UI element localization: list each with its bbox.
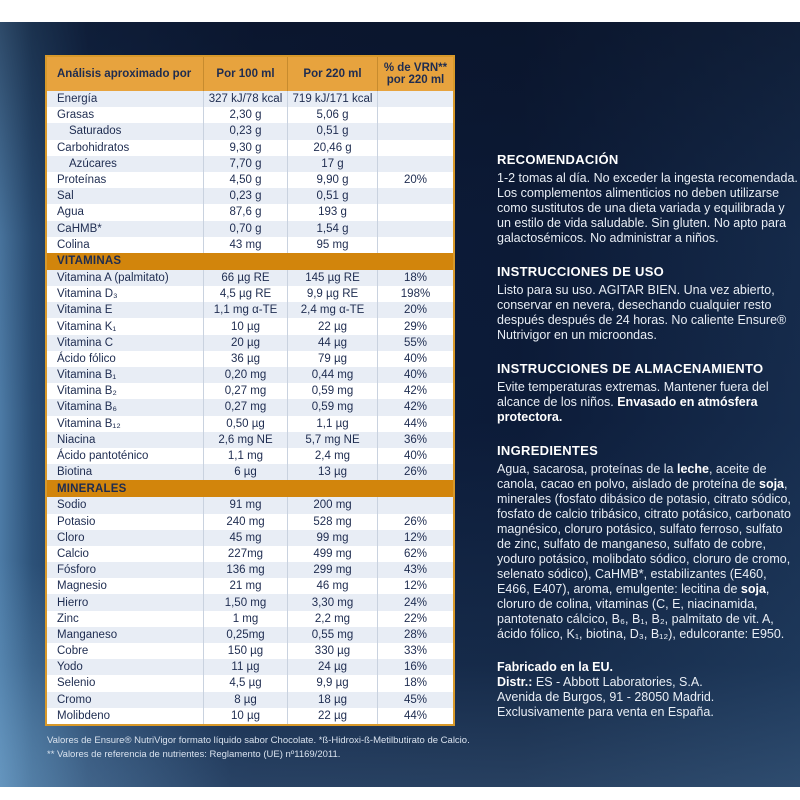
row-label: Sal [57,190,74,203]
row-label: Hierro [57,596,89,609]
table-row [47,91,453,107]
row-value-per-220ml: 0,44 mg [287,367,377,383]
footnotes [47,734,787,762]
table-row [47,692,453,708]
info-column [497,152,798,720]
section-heading: INGREDIENTES [497,443,599,458]
row-label: Vitamina B₂ [57,385,117,398]
row-value-vrn: 40% [377,351,453,367]
row-label: Yodo [57,661,83,674]
row-label: Vitamina E [57,304,113,317]
row-value-per-220ml: 5,06 g [287,107,377,123]
section-header-vitaminas: VITAMINAS [47,253,453,270]
row-value-per-220ml: 145 µg RE [287,270,377,286]
row-value-per-100ml: 150 µg [203,643,287,659]
section-body [497,171,798,246]
row-value-per-220ml: 299 mg [287,562,377,578]
row-value-per-220ml: 95 mg [287,237,377,253]
row-label: Biotina [57,466,93,479]
row-value-per-220ml: 9,90 g [287,172,377,188]
row-label: Vitamina K₁ [57,320,117,333]
table-row [47,594,453,610]
row-label: Proteínas [57,174,107,187]
row-value-per-220ml: 0,51 g [287,188,377,204]
text-segment: leche [676,462,709,476]
row-value-per-220ml: 330 µg [287,643,377,659]
row-value-vrn: 26% [377,514,453,530]
table-row [47,497,453,513]
text-segment: Agua, sacarosa, proteínas de la [497,462,677,476]
row-value-per-220ml: 79 µg [287,351,377,367]
row-value-vrn: 20% [377,172,453,188]
row-value-per-100ml: 9,30 g [203,140,287,156]
row-label: Ácido fólico [57,352,116,365]
row-value-per-220ml: 5,7 mg NE [287,432,377,448]
row-value-per-100ml: 2,30 g [203,107,287,123]
manufacturer-line [497,705,798,720]
row-value-per-100ml: 6 µg [203,464,287,480]
row-value-vrn: 198% [377,286,453,302]
row-value-per-220ml: 99 mg [287,530,377,546]
row-value-per-100ml: 36 µg [203,351,287,367]
text-segment: soja [740,582,766,596]
text-segment: , aceite de canola, cacao en polvo, aislado de proteína de [497,462,767,491]
row-value-per-100ml: 136 mg [203,562,287,578]
row-label: Carbohidratos [57,141,130,154]
row-value-per-100ml: 66 µg RE [203,270,287,286]
row-label: Cobre [57,645,89,658]
section-heading: INSTRUCCIONES DE ALMACENAMIENTO [497,361,764,376]
info-section [497,152,798,246]
footnote-line-2: ** Valores de referencia de nutrientes: Reglamento (UE) nº1169/2011. [47,749,341,760]
row-value-per-100ml: 8 µg [203,692,287,708]
row-value-vrn [377,221,453,237]
row-label: Vitamina D₃ [57,288,118,301]
table-row [47,708,453,724]
table-row [47,221,453,237]
row-value-vrn: 29% [377,318,453,334]
column-header-vrn: % de VRN** por 220 ml [377,57,453,91]
row-label: Potasio [57,515,96,528]
row-value-vrn [377,91,453,107]
row-value-vrn: 44% [377,708,453,724]
info-section [497,443,798,642]
manufacturer-line [497,690,798,705]
row-label: Selenio [57,677,96,690]
row-value-per-100ml: 10 µg [203,708,287,724]
section-header-minerales: MINERALES [47,480,453,497]
text-segment: Envasado en atmósfera protectora. [497,395,758,424]
row-label: Sodio [57,499,87,512]
section-body [497,283,798,343]
row-value-vrn: 12% [377,530,453,546]
row-value-per-220ml: 2,4 mg [287,448,377,464]
table-row [47,643,453,659]
row-value-vrn [377,497,453,513]
section-body [497,380,798,425]
row-label: Vitamina B₆ [57,401,118,414]
table-row [47,448,453,464]
manufacturer-line [497,675,798,690]
table-row [47,367,453,383]
row-value-vrn [377,237,453,253]
row-value-per-100ml: 0,25mg [203,627,287,643]
row-value-vrn: 55% [377,335,453,351]
row-value-per-100ml: 7,70 g [203,156,287,172]
row-value-vrn: 40% [377,448,453,464]
text-segment: Distr.: [497,675,533,689]
row-value-per-220ml: 0,55 mg [287,627,377,643]
row-value-per-220ml: 499 mg [287,546,377,562]
row-value-per-220ml: 2,2 mg [287,611,377,627]
row-value-per-220ml: 22 µg [287,708,377,724]
row-value-per-100ml: 4,5 µg [203,675,287,691]
section-body [497,462,798,642]
row-value-vrn: 26% [377,464,453,480]
table-row [47,514,453,530]
column-header-per-100ml: Por 100 ml [203,57,287,91]
row-label: Grasas [57,109,95,122]
row-label: Manganeso [57,628,118,641]
table-row [47,335,453,351]
row-value-per-100ml: 1,50 mg [203,594,287,610]
row-label: CaHMB* [57,222,102,235]
table-row [47,188,453,204]
row-value-per-220ml: 0,51 g [287,123,377,139]
table-row [47,659,453,675]
row-value-per-100ml: 10 µg [203,318,287,334]
row-value-per-100ml: 227mg [203,546,287,562]
row-value-per-220ml: 22 µg [287,318,377,334]
table-row [47,302,453,318]
row-value-per-100ml: 2,6 mg NE [203,432,287,448]
text-segment: , minerales (fosfato dibásico de potasio, citrato sódico, fosfato de calcio tribásico, citrato potásico, carbonato magnésico, cloruro potásico, sulfato ferroso, sulfato de zinc, sulfato de manganeso, sulfato de cobre, yoduro potásico, molibdato sódico, cloruro de cromo, selenato sódico), CaHMB*, estabilizantes (E460, E466, E407), aroma, emulgente: lecitina de [497,477,791,596]
manufacturer-block [497,660,798,720]
table-row [47,432,453,448]
table-row [47,351,453,367]
row-value-per-100ml: 1 mg [203,611,287,627]
row-value-vrn: 18% [377,675,453,691]
row-value-per-220ml: 13 µg [287,464,377,480]
text-segment: , cloruro de colina, vitaminas (C, E, niacinamida, pantotenato cálcico, B₆, B₁, B₂, palmitato de vit. A, ácido fólico, K₁, biotina, D₃, B₁₂), edulcorante: E950. [497,582,785,641]
table-row [47,464,453,480]
info-section [497,264,798,343]
row-value-vrn: 40% [377,367,453,383]
section-heading: RECOMENDACIÓN [497,152,619,167]
row-value-vrn: 42% [377,399,453,415]
table-row [47,123,453,139]
row-value-vrn: 24% [377,594,453,610]
row-value-per-220ml: 20,46 g [287,140,377,156]
row-label: Molibdeno [57,709,111,722]
row-value-vrn: 28% [377,627,453,643]
table-row [47,270,453,286]
text-segment: Fabricado en la EU. [497,660,614,674]
row-label: Cloro [57,531,85,544]
table-row [47,172,453,188]
row-value-per-100ml: 4,5 µg RE [203,286,287,302]
row-value-per-100ml: 21 mg [203,578,287,594]
row-label: Ácido pantoténico [57,450,149,463]
row-value-vrn: 33% [377,643,453,659]
row-value-per-220ml: 44 µg [287,335,377,351]
row-value-vrn [377,107,453,123]
row-value-vrn: 36% [377,432,453,448]
row-label: Fósforo [57,564,96,577]
row-value-vrn [377,188,453,204]
footnote-line-1: Valores de Ensure® NutriVigor formato líquido sabor Chocolate. *ß-Hidroxi-ß-Metilbutirato de Calcio. [47,735,470,746]
table-body [47,91,453,724]
table-row [47,107,453,123]
text-segment: Evite temperaturas extremas. Mantener fuera del alcance de los niños. [497,380,769,409]
row-label: Energía [57,93,98,106]
table-row [47,318,453,334]
column-header-per-220ml: Por 220 ml [287,57,377,91]
table-row [47,530,453,546]
row-value-per-100ml: 327 kJ/78 kcal [203,91,287,107]
table-row [47,546,453,562]
table-row [47,383,453,399]
table-row [47,237,453,253]
row-value-per-220ml: 719 kJ/171 kcal [287,91,377,107]
row-value-vrn: 12% [377,578,453,594]
row-value-vrn [377,123,453,139]
row-label: Vitamina A (palmitato) [57,271,169,284]
row-value-per-220ml: 0,59 mg [287,383,377,399]
row-value-per-100ml: 4,50 g [203,172,287,188]
row-value-per-100ml: 240 mg [203,514,287,530]
row-label: Agua [57,206,84,219]
row-label: Vitamina C [57,336,114,349]
section-heading: INSTRUCCIONES DE USO [497,264,665,279]
row-value-vrn [377,156,453,172]
row-value-per-100ml: 0,20 mg [203,367,287,383]
info-section [497,361,798,425]
table-row [47,204,453,220]
row-label: Azúcares [69,157,117,170]
row-value-vrn: 45% [377,692,453,708]
table-row [47,562,453,578]
row-value-per-220ml: 46 mg [287,578,377,594]
row-value-per-220ml: 18 µg [287,692,377,708]
row-value-per-100ml: 91 mg [203,497,287,513]
row-value-per-220ml: 1,54 g [287,221,377,237]
table-row [47,156,453,172]
row-value-per-220ml: 528 mg [287,514,377,530]
row-value-per-100ml: 0,70 g [203,221,287,237]
row-value-per-100ml: 1,1 mg [203,448,287,464]
nutrition-facts-table [45,55,455,726]
row-label: Calcio [57,547,89,560]
table-row [47,416,453,432]
row-value-per-220ml: 9,9 µg RE [287,286,377,302]
table-row [47,140,453,156]
row-value-per-100ml: 0,50 µg [203,416,287,432]
row-value-vrn: 18% [377,270,453,286]
row-value-vrn: 44% [377,416,453,432]
row-value-per-220ml: 200 mg [287,497,377,513]
row-label: Niacina [57,433,96,446]
table-row [47,627,453,643]
text-segment: soja [759,477,785,491]
text-segment: Listo para su uso. AGITAR BIEN. Una vez abierto, conservar en nevera, desechando cualquier resto después después de 24 horas. No caliente Ensure® Nutrivigor en un microondas. [497,283,787,342]
row-value-per-220ml: 2,4 mg α-TE [287,302,377,318]
table-row [47,399,453,415]
table-row [47,611,453,627]
table-row [47,286,453,302]
row-value-per-100ml: 20 µg [203,335,287,351]
row-value-per-220ml: 17 g [287,156,377,172]
row-value-vrn: 43% [377,562,453,578]
row-label: Colina [57,238,90,251]
row-label: Vitamina B₁₂ [57,417,121,430]
text-segment: Avenida de Burgos, 91 - 28050 Madrid. [497,690,715,704]
row-label: Zinc [57,612,79,625]
table-row [47,675,453,691]
row-value-per-100ml: 43 mg [203,237,287,253]
row-value-vrn: 22% [377,611,453,627]
row-label: Saturados [69,125,122,138]
table-header-row [47,57,453,91]
manufacturer-line [497,660,798,675]
row-value-per-100ml: 0,23 g [203,188,287,204]
row-value-per-220ml: 1,1 µg [287,416,377,432]
row-label: Magnesio [57,580,107,593]
row-value-per-100ml: 0,27 mg [203,399,287,415]
row-value-per-100ml: 45 mg [203,530,287,546]
row-label: Cromo [57,693,92,706]
row-value-per-220ml: 24 µg [287,659,377,675]
row-value-per-220ml: 3,30 mg [287,594,377,610]
row-value-per-220ml: 9,9 µg [287,675,377,691]
row-value-per-100ml: 0,27 mg [203,383,287,399]
row-value-vrn: 42% [377,383,453,399]
row-value-vrn [377,140,453,156]
column-header-analysis: Análisis aproximado por [57,67,192,80]
row-value-vrn: 62% [377,546,453,562]
label-background [0,22,800,787]
text-segment: ES - Abbott Laboratories, S.A. [532,675,703,689]
text-segment: 1-2 tomas al día. No exceder la ingesta recomendada. Los complementos alimenticios no deben utilizarse como sustitutos de una dieta variada y equilibrada y un estilo de vida saludable. Sin gluten. No apto para galactosémicos. No administrar a niños. [497,171,798,245]
row-value-per-100ml: 1,1 mg α-TE [203,302,287,318]
row-value-per-220ml: 193 g [287,204,377,220]
row-label: Vitamina B₁ [57,369,117,382]
row-value-per-220ml: 0,59 mg [287,399,377,415]
text-segment: Exclusivamente para venta en España. [497,705,714,719]
row-value-vrn [377,204,453,220]
row-value-per-100ml: 0,23 g [203,123,287,139]
row-value-per-100ml: 11 µg [203,659,287,675]
row-value-vrn: 20% [377,302,453,318]
row-value-per-100ml: 87,6 g [203,204,287,220]
row-value-vrn: 16% [377,659,453,675]
table-row [47,578,453,594]
